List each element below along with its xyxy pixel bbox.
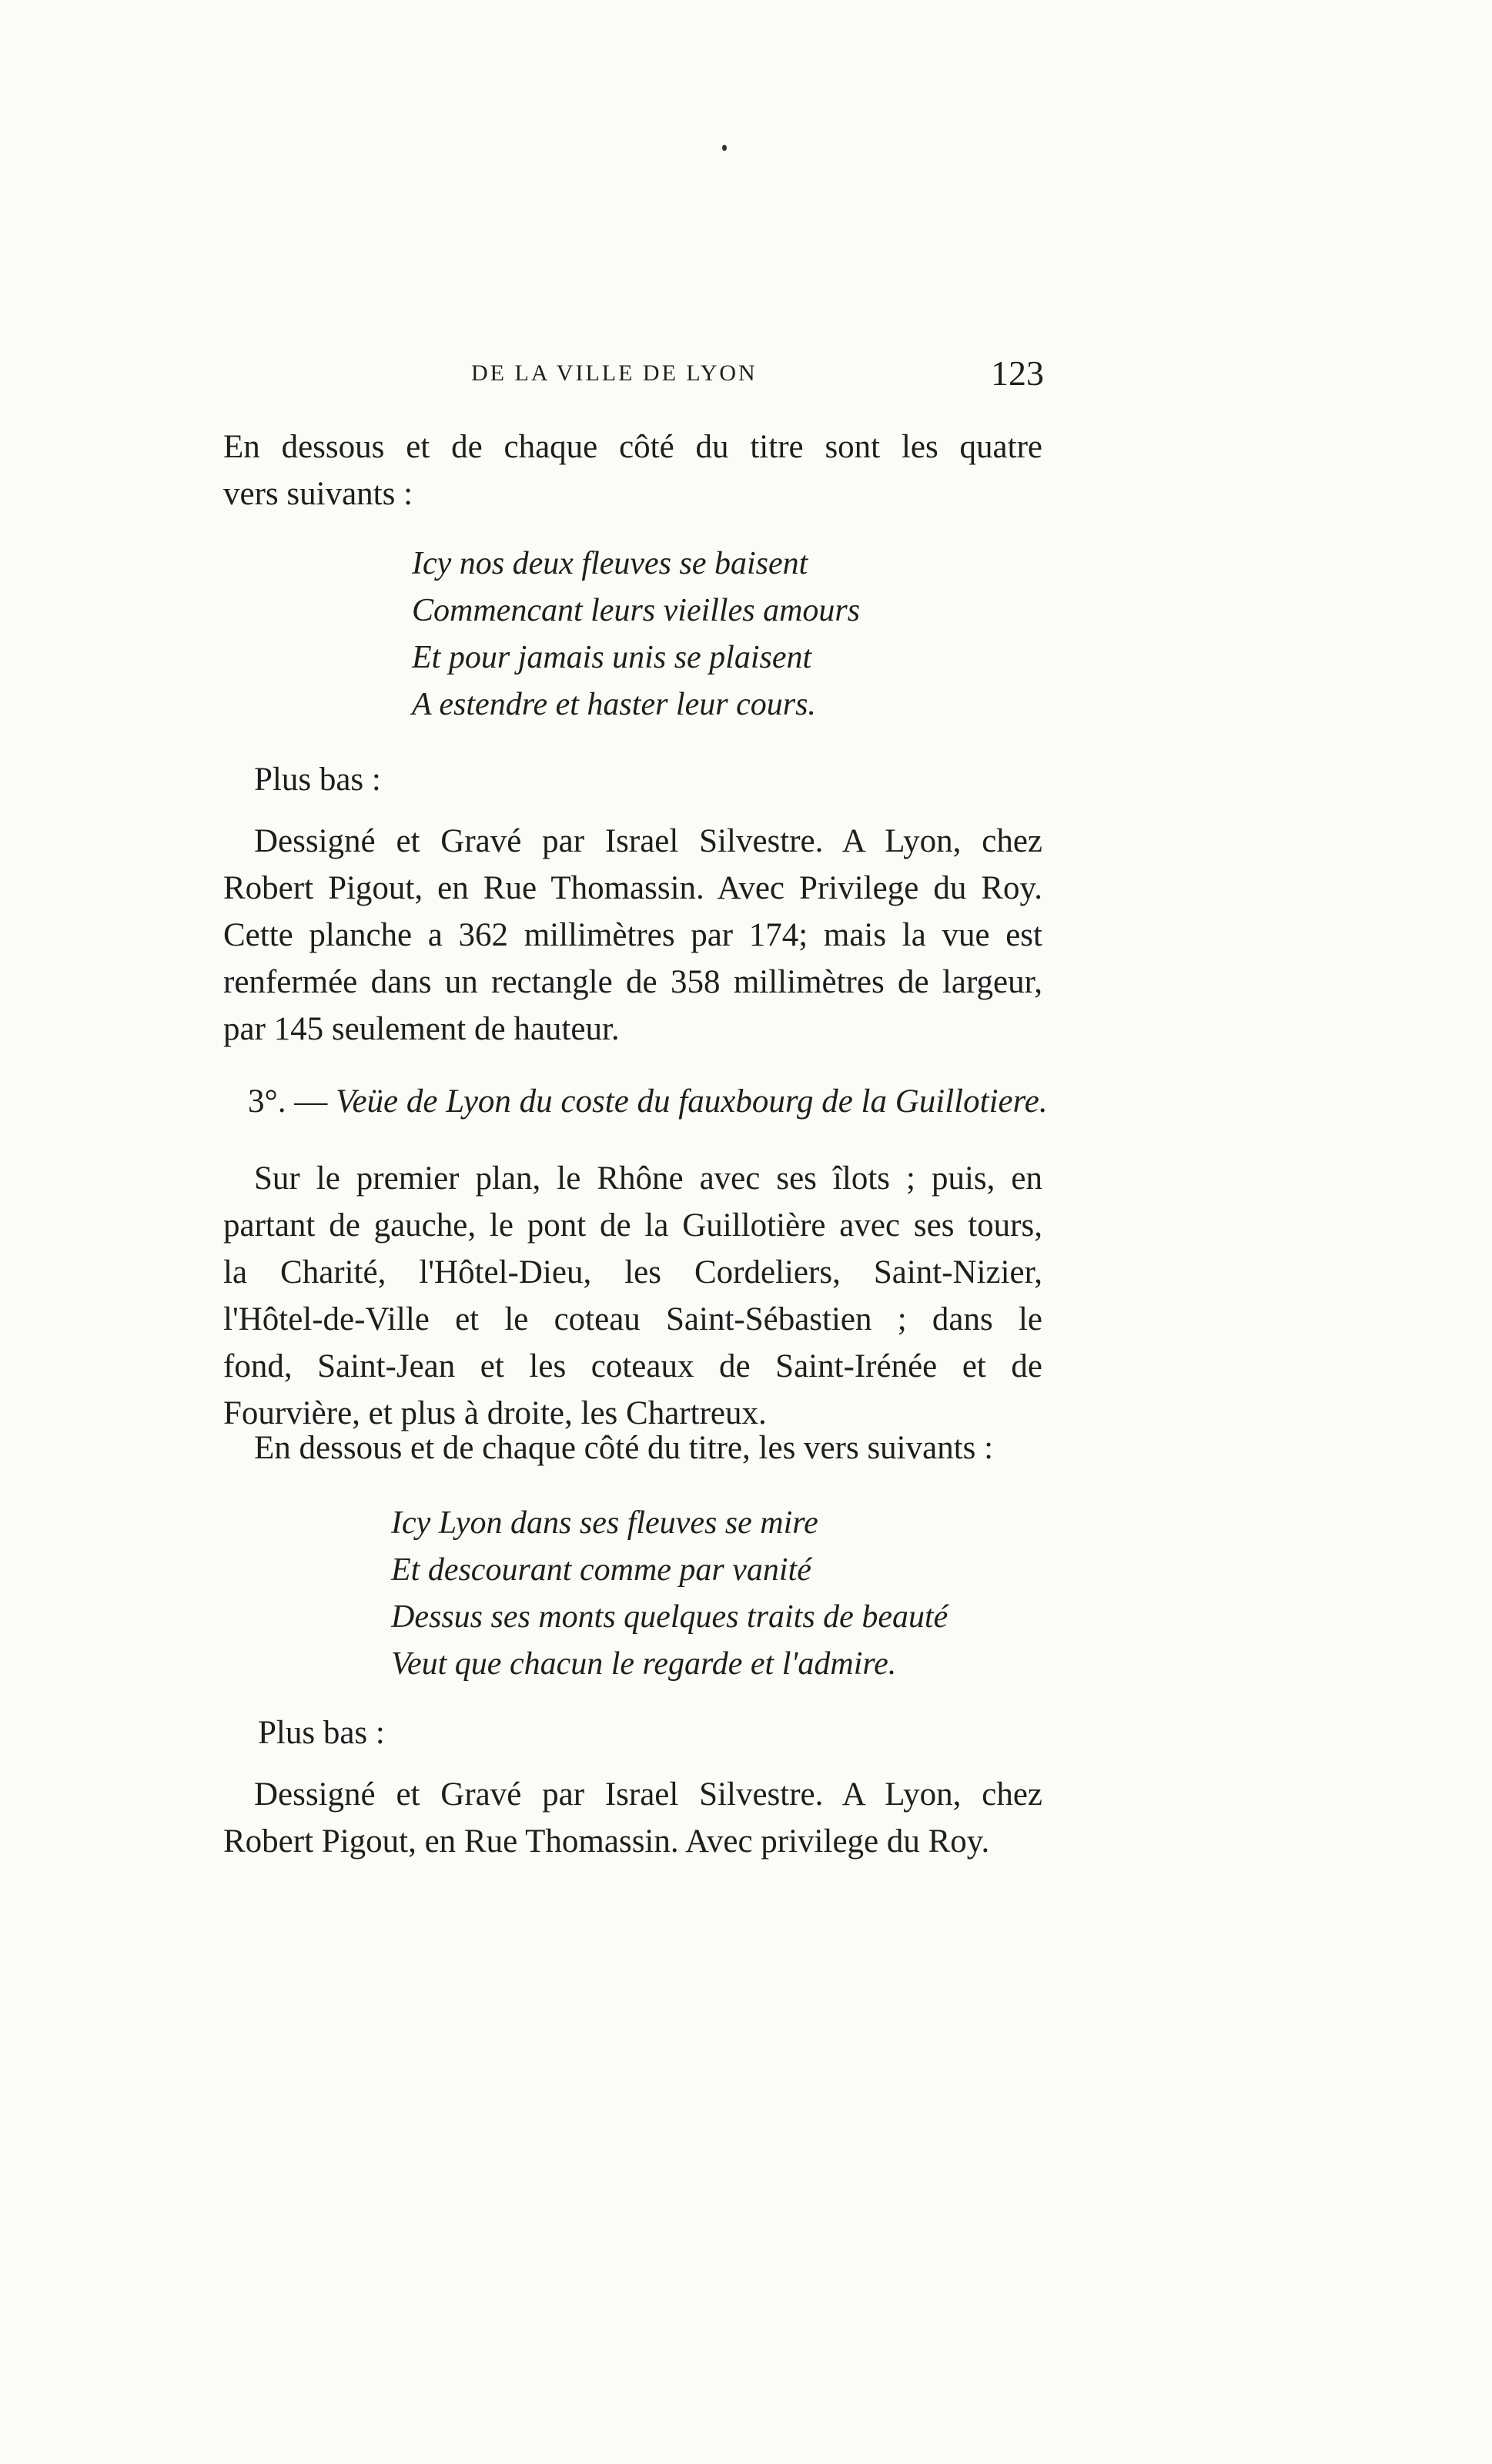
- section2-plus-bas: Plus bas :: [254, 762, 381, 798]
- section3-intro: En dessous et de chaque côté du titre, les vers suivants :: [254, 1430, 994, 1466]
- section2-intro-paragraph: [223, 424, 1042, 517]
- verse-line: Icy Lyon dans ses fleuves se mire: [391, 1505, 818, 1541]
- verse-line: Veut que chacun le regarde et l'admire.: [391, 1646, 897, 1682]
- paragraph-line: la Charité, l'Hôtel-Dieu, les Cordeliers, Saint-Nizier,: [223, 1254, 1042, 1291]
- paragraph-line: Dessigné et Gravé par Israel Silvestre. A Lyon, chez: [254, 823, 1042, 859]
- verse-line: Commencant leurs vieilles amours: [412, 593, 861, 628]
- section3-credit-paragraph: [223, 1771, 1042, 1865]
- paragraph-line: Robert Pigout, en Rue Thomassin. Avec Privilege du Roy.: [223, 870, 1042, 906]
- verse-line: A estendre et haster leur cours.: [412, 687, 816, 722]
- paragraph-line: l'Hôtel-de-Ville et le coteau Saint-Sébastien ; dans le: [223, 1301, 1042, 1337]
- section3-plus-bas: Plus bas :: [258, 1715, 385, 1751]
- paragraph-line: Robert Pigout, en Rue Thomassin. Avec privilege du Roy.: [223, 1823, 990, 1860]
- section3-verse: [391, 1500, 948, 1688]
- paragraph-line: partant de gauche, le pont de la Guillotière avec ses tours,: [223, 1207, 1042, 1244]
- section3-number: 3°. —: [248, 1083, 328, 1120]
- paragraph-line: renfermée dans un rectangle de 358 millimètres de largeur,: [223, 964, 1042, 1000]
- verse-line: Et pour jamais unis se plaisent: [412, 640, 812, 675]
- verse-line: Et descourant comme par vanité: [391, 1552, 811, 1588]
- section3-description: [223, 1155, 1042, 1437]
- paragraph-line: vers suivants :: [223, 476, 413, 512]
- running-title: DE LA VILLE DE LYON: [471, 360, 758, 386]
- page-number: 123: [991, 353, 1044, 393]
- paragraph-line: Sur le premier plan, le Rhône avec ses îlots ; puis, en: [254, 1160, 1042, 1197]
- section2-verse: [412, 541, 860, 728]
- ink-speck: [722, 145, 727, 151]
- paragraph-line: Cette planche a 362 millimètres par 174; mais la vue est: [223, 917, 1042, 953]
- paragraph-line: En dessous et de chaque côté du titre sont les quatre: [223, 429, 1042, 465]
- paragraph-line: Dessigné et Gravé par Israel Silvestre. A Lyon, chez: [254, 1776, 1042, 1813]
- section2-credit-paragraph: [223, 818, 1042, 1053]
- paragraph-line: Fourvière, et plus à droite, les Chartreux.: [223, 1395, 767, 1431]
- section3-heading: [248, 1078, 1048, 1125]
- verse-line: Icy nos deux fleuves se baisent: [412, 546, 808, 581]
- paragraph-line: par 145 seulement de hauteur.: [223, 1011, 620, 1047]
- section3-title: Veüe de Lyon du coste du fauxbourg de la Guillotiere.: [335, 1083, 1048, 1120]
- paragraph-line: fond, Saint-Jean et les coteaux de Saint-Irénée et de: [223, 1348, 1042, 1384]
- verse-line: Dessus ses monts quelques traits de beauté: [391, 1599, 948, 1635]
